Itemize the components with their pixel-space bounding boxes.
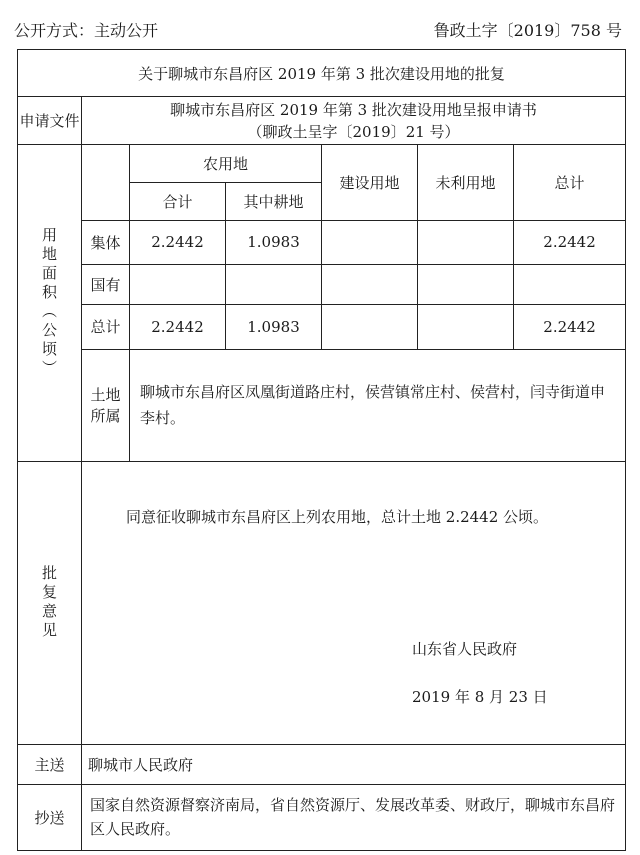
cell-cultivated: 1.0983 bbox=[226, 304, 322, 349]
cell-cultivated bbox=[226, 264, 322, 304]
cell-unused bbox=[418, 264, 514, 304]
cultivated-header: 其中耕地 bbox=[226, 183, 322, 221]
row-label: 国有 bbox=[82, 264, 130, 304]
cell-construction bbox=[322, 221, 418, 264]
cc-value: 国家自然资源督察济南局，省自然资源厅、发展改革委、财政厅，聊城市东昌府区人民政府。 bbox=[82, 784, 626, 850]
main-send-value: 聊城市人民政府 bbox=[82, 744, 626, 784]
cell-construction bbox=[322, 264, 418, 304]
land-location-label bbox=[82, 349, 130, 461]
table-row bbox=[18, 304, 626, 349]
disclosure-mode: 公开方式：主动公开 bbox=[14, 21, 159, 40]
cell-total: 2.2442 bbox=[514, 221, 626, 264]
document-number: 鲁政土字〔2019〕758 号 bbox=[433, 21, 622, 40]
land-location-value: 聊城市东昌府区凤凰街道路庄村，侯营镇常庄村、侯营村，闫寺街道申李村。 bbox=[130, 349, 626, 461]
row-label: 总计 bbox=[82, 304, 130, 349]
cell-cultivated: 1.0983 bbox=[226, 221, 322, 264]
approval-text: 同意征收聊城市东昌府区上列农用地，总计土地 2.2442 公顷。 bbox=[126, 507, 549, 526]
approving-authority: 山东省人民政府 bbox=[412, 639, 518, 658]
cell-unused bbox=[418, 304, 514, 349]
document-title: 关于聊城市东昌府区 2019 年第 3 批次建设用地的批复 bbox=[18, 50, 626, 97]
land-location-label-line-1: 土地 bbox=[90, 386, 121, 405]
cell-subtotal bbox=[130, 264, 226, 304]
cell-construction bbox=[322, 304, 418, 349]
approval-form-table bbox=[17, 49, 626, 851]
land-location-label-line-2: 所属 bbox=[90, 407, 121, 426]
table-row bbox=[18, 221, 626, 264]
cc-label: 抄送 bbox=[18, 784, 82, 850]
approval-label-cell bbox=[18, 461, 82, 744]
application-line-2: （聊政土呈字〔2019〕21 号） bbox=[247, 122, 460, 141]
approval-label: 批复意见 bbox=[40, 564, 58, 641]
blank-corner bbox=[82, 145, 130, 221]
application-line-1: 聊城市东昌府区 2019 年第 3 批次建设用地呈报申请书 bbox=[170, 100, 537, 119]
total-header: 总计 bbox=[514, 145, 626, 221]
approval-date: 2019 年 8 月 23 日 bbox=[412, 687, 548, 706]
subtotal-header: 合计 bbox=[130, 183, 226, 221]
cell-subtotal: 2.2442 bbox=[130, 304, 226, 349]
row-label: 集体 bbox=[82, 221, 130, 264]
unused-land-header: 未利用地 bbox=[418, 145, 514, 221]
main-send-label: 主送 bbox=[18, 744, 82, 784]
application-value bbox=[82, 97, 626, 145]
cell-subtotal: 2.2442 bbox=[130, 221, 226, 264]
approval-content bbox=[82, 461, 626, 744]
farmland-header: 农用地 bbox=[130, 145, 322, 183]
application-label: 申请文件 bbox=[18, 97, 82, 145]
table-row bbox=[18, 264, 626, 304]
cell-unused bbox=[418, 221, 514, 264]
land-area-label: 用地面积（公顷） bbox=[40, 227, 58, 380]
cell-total bbox=[514, 264, 626, 304]
cell-total: 2.2442 bbox=[514, 304, 626, 349]
land-area-label-cell bbox=[18, 145, 82, 462]
construction-land-header: 建设用地 bbox=[322, 145, 418, 221]
